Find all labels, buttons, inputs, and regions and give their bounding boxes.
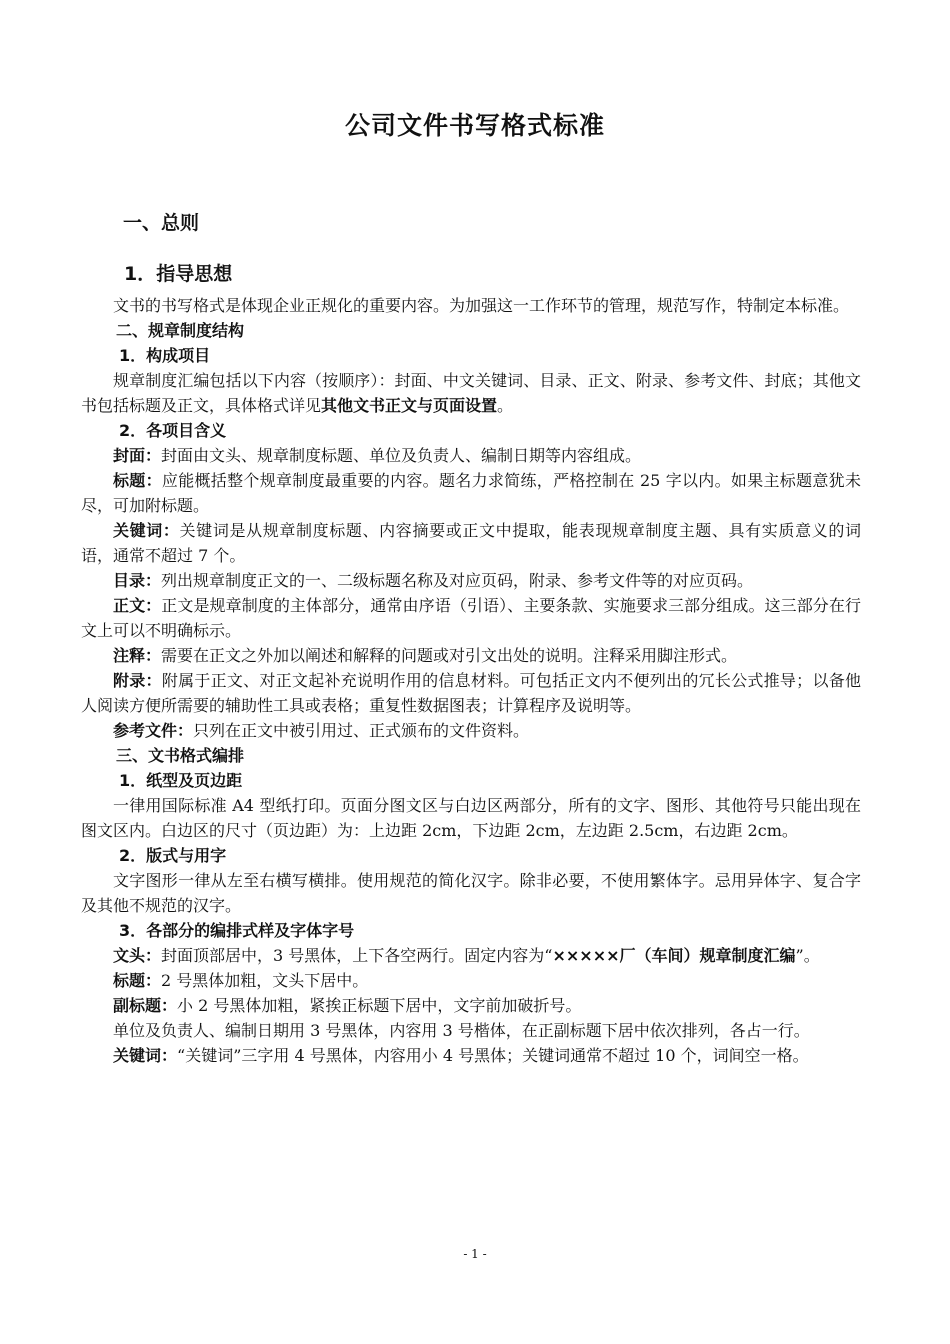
subheading-paper-margins: 1．纸型及页边距 xyxy=(119,771,243,790)
section-heading-structure: 二、规章制度结构 xyxy=(116,321,245,340)
paragraph-components: 规章制度汇编包括以下内容（按顺序）：封面、中文关键词、目录、正文、附录、参考文件、封底；其他文书包括标题及正文，具体格式详见其他文书正文与页面设置。 xyxy=(81,371,861,415)
item-appendix: 附录：附属于正文、对正文起补充说明作用的信息材料。可包括正文内不便列出的冗长公式推导；以备他人阅读方便所需要的辅助性工具或表格；重复性数据图表；计算程序及说明等。 xyxy=(81,671,861,715)
item-title: 标题：应能概括整个规章制度最重要的内容。题名力求简练，严格控制在 25 字以内。如果主标题意犹未尽，可加附标题。 xyxy=(81,471,861,515)
document-title: 公司文件书写格式标准 xyxy=(344,111,605,140)
paragraph-guiding-idea: 文书的书写格式是体现企业正规化的重要内容。为加强这一工作环节的管理，规范写作，特制定本标准。 xyxy=(113,296,850,315)
item-keywords-format: 关键词：“关键词”三字用 4 号黑体，内容用小 4 号黑体；关键词通常不超过 10 个，词间空一格。 xyxy=(113,1046,809,1065)
item-title-format: 标题：2 号黑体加粗，文头下居中。 xyxy=(113,971,369,990)
section-heading-general: 一、总则 xyxy=(123,212,200,234)
paragraph-format-characters: 文字图形一律从左至右横写横排。使用规范的简化汉字。除非必要，不使用繁体字。忌用异体字、复合字及其他不规范的汉字。 xyxy=(81,871,861,915)
section-heading-layout: 三、文书格式编排 xyxy=(116,746,245,765)
item-body: 正文：正文是规章制度的主体部分，通常由序语（引语）、主要条款、实施要求三部分组成。这三部分在行文上可以不明确标示。 xyxy=(81,596,861,640)
subheading-fonts: 3．各部分的编排式样及字体字号 xyxy=(119,921,355,940)
item-toc: 目录：列出规章制度正文的一、二级标题名称及对应页码，附录、参考文件等的对应页码。 xyxy=(113,571,754,590)
item-notes: 注释：需要在正文之外加以阐述和解释的问题或对引文出处的说明。注释采用脚注形式。 xyxy=(113,646,738,665)
document-body xyxy=(81,293,861,1068)
paragraph-paper-margins: 一律用国际标准 A4 型纸打印。页面分图文区与白边区两部分，所有的文字、图形、其他符号只能出现在图文区内。白边区的尺寸（页边距）为：上边距 2cm，下边距 2cm，左边距 2.5cm，右边距 2cm。 xyxy=(81,796,861,840)
item-subtitle-format: 副标题：小 2 号黑体加粗，紧挨正标题下居中，文字前加破折号。 xyxy=(113,996,582,1015)
page-number: - 1 - xyxy=(463,1247,487,1261)
subheading-item-meanings: 2．各项目含义 xyxy=(119,421,227,440)
item-references: 参考文件：只列在正文中被引用过、正式颁布的文件资料。 xyxy=(113,721,530,740)
item-keywords: 关键词：关键词是从规章制度标题、内容摘要或正文中提取，能表现规章制度主题、具有实质意义的词语，通常不超过 7 个。 xyxy=(81,521,861,565)
subheading-components: 1．构成项目 xyxy=(119,346,211,365)
subheading-format-characters: 2．版式与用字 xyxy=(119,846,227,865)
bold-reference: 其他文书正文与页面设置 xyxy=(321,396,498,415)
paragraph-unit: 单位及负责人、编制日期用 3 号黑体，内容用 3 号楷体，在正副标题下居中依次排列，各占一行。 xyxy=(113,1021,810,1040)
item-cover: 封面：封面由文头、规章制度标题、单位及负责人、编制日期等内容组成。 xyxy=(113,446,642,465)
item-header: 文头：封面顶部居中，3 号黑体，上下各空两行。固定内容为“×××××厂（车间）规章制度汇编”。 xyxy=(113,946,820,965)
subheading-guiding-idea: 1．指导思想 xyxy=(124,263,233,285)
